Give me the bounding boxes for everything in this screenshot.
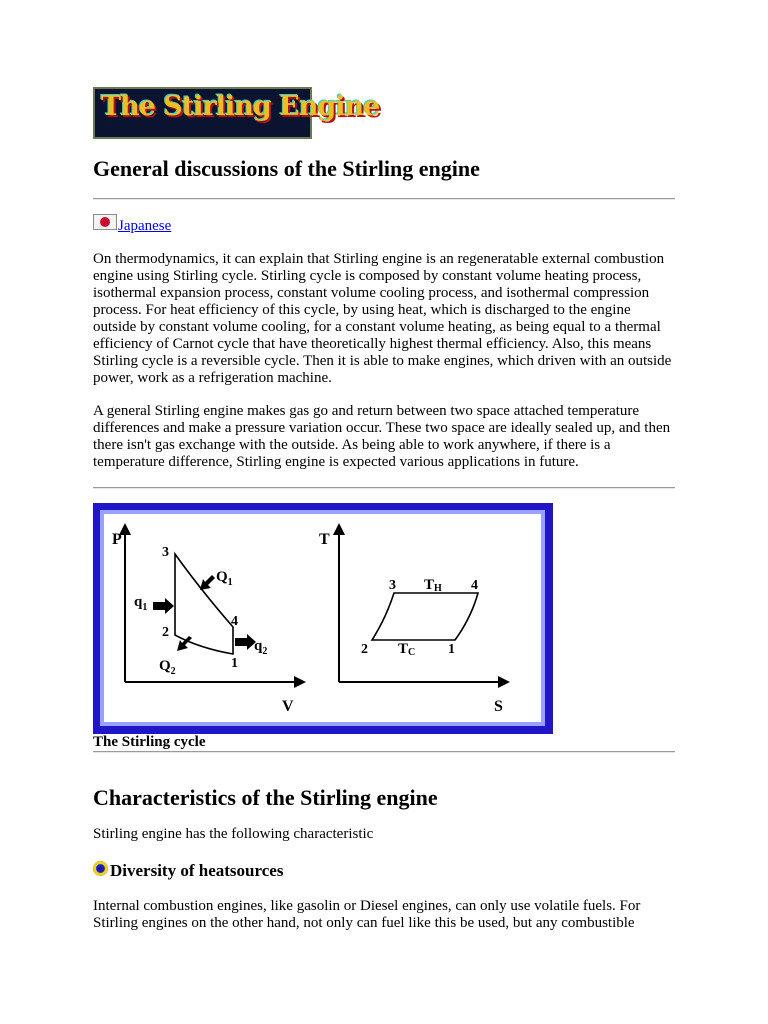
stirling-cycle-diagram	[104, 514, 541, 722]
ts-s-arrow-icon	[498, 676, 510, 688]
page-title: General discussions of the Stirling engine	[93, 156, 480, 181]
pv-diagram	[125, 531, 298, 682]
ts-axis-x-label: S	[494, 698, 503, 715]
ts-point-4: 4	[471, 578, 478, 593]
Q-in-arrow-icon	[200, 575, 215, 590]
logo-banner	[93, 87, 380, 139]
logo-text: The Stirling Engine	[101, 91, 380, 122]
Q-in-label: $Q_1$	[216, 569, 233, 588]
divider	[93, 198, 675, 200]
pv-axis-x-label: V	[282, 698, 294, 715]
figure-frame	[100, 510, 545, 726]
ts-t-arrow-icon	[333, 523, 345, 535]
q-in-label: $q_1$	[134, 594, 148, 613]
stirling-cycle-figure	[93, 503, 553, 734]
divider	[93, 751, 675, 753]
engine-paragraph: A general Stirling engine makes gas go and return between two space attached temperature differences and make a pressure variation occur. These two space are ideally sealed up, and then there isn't gas exchange with the outside. As being able to work anywhere, if there is a temperature difference, Stirling engine is expected various applications in future.	[93, 403, 671, 470]
figure-canvas	[104, 514, 541, 722]
t-low-label: TC	[398, 641, 416, 658]
figure-caption: The Stirling cycle	[93, 734, 206, 750]
pv-v-arrow-icon	[294, 676, 306, 688]
q-out-label: $q_2$	[254, 638, 268, 657]
japan-flag-icon	[93, 214, 117, 230]
section-subheading: Diversity of heatsources	[110, 861, 284, 880]
pv-point-1: 1	[231, 656, 238, 671]
Q-out-label: $Q_2$	[159, 658, 176, 677]
pv-point-4: 4	[231, 614, 238, 629]
t-high-label: TH	[424, 577, 442, 594]
heatsource-paragraph: Internal combustion engines, like gasolin or Diesel engines, can only use volatile fuels. For Stirling engines on the other hand, not only can fuel like this be used, but any combustible	[93, 898, 641, 931]
ts-diagram	[339, 531, 502, 682]
heat-in-arrow-icon	[153, 598, 174, 614]
heat-out-arrow-icon	[235, 634, 256, 650]
japanese-language-link[interactable]: Japanese	[118, 218, 172, 234]
pv-point-2: 2	[162, 625, 169, 640]
ts-point-1: 1	[448, 642, 455, 657]
Q-out-arrow-icon	[177, 636, 192, 651]
pv-axis-y-label: P	[112, 531, 122, 548]
bullet-icon	[93, 861, 108, 876]
ts-cycle-path	[372, 593, 478, 640]
characteristics-heading: Characteristics of the Stirling engine	[93, 785, 438, 810]
intro-paragraph: On thermodynamics, it can explain that Stirling engine is an regeneratable external combustion engine using Stirling cycle. Stirling cycle is composed by constant volume heating process, isothermal expansion process, constant volume cooling process, and isothermal compression process. For heat efficiency of this cycle, by using heat, which is discharged to the engine outside by constant volume cooling, for a constant volume heating, as being equal to a thermal efficiency of Carnot cycle that have theoretically highest thermal efficiency. Also, this means Stirling cycle is a reversible cycle. Then it is able to make engines, which driven with an outside power, work as a refrigeration machine.	[93, 251, 672, 386]
ts-point-3: 3	[389, 578, 396, 593]
ts-point-2: 2	[361, 642, 368, 657]
ts-axis-y-label: T	[319, 531, 330, 548]
characteristics-intro: Stirling engine has the following characteristic	[93, 826, 374, 842]
pv-point-3: 3	[162, 545, 169, 560]
divider	[93, 487, 675, 489]
